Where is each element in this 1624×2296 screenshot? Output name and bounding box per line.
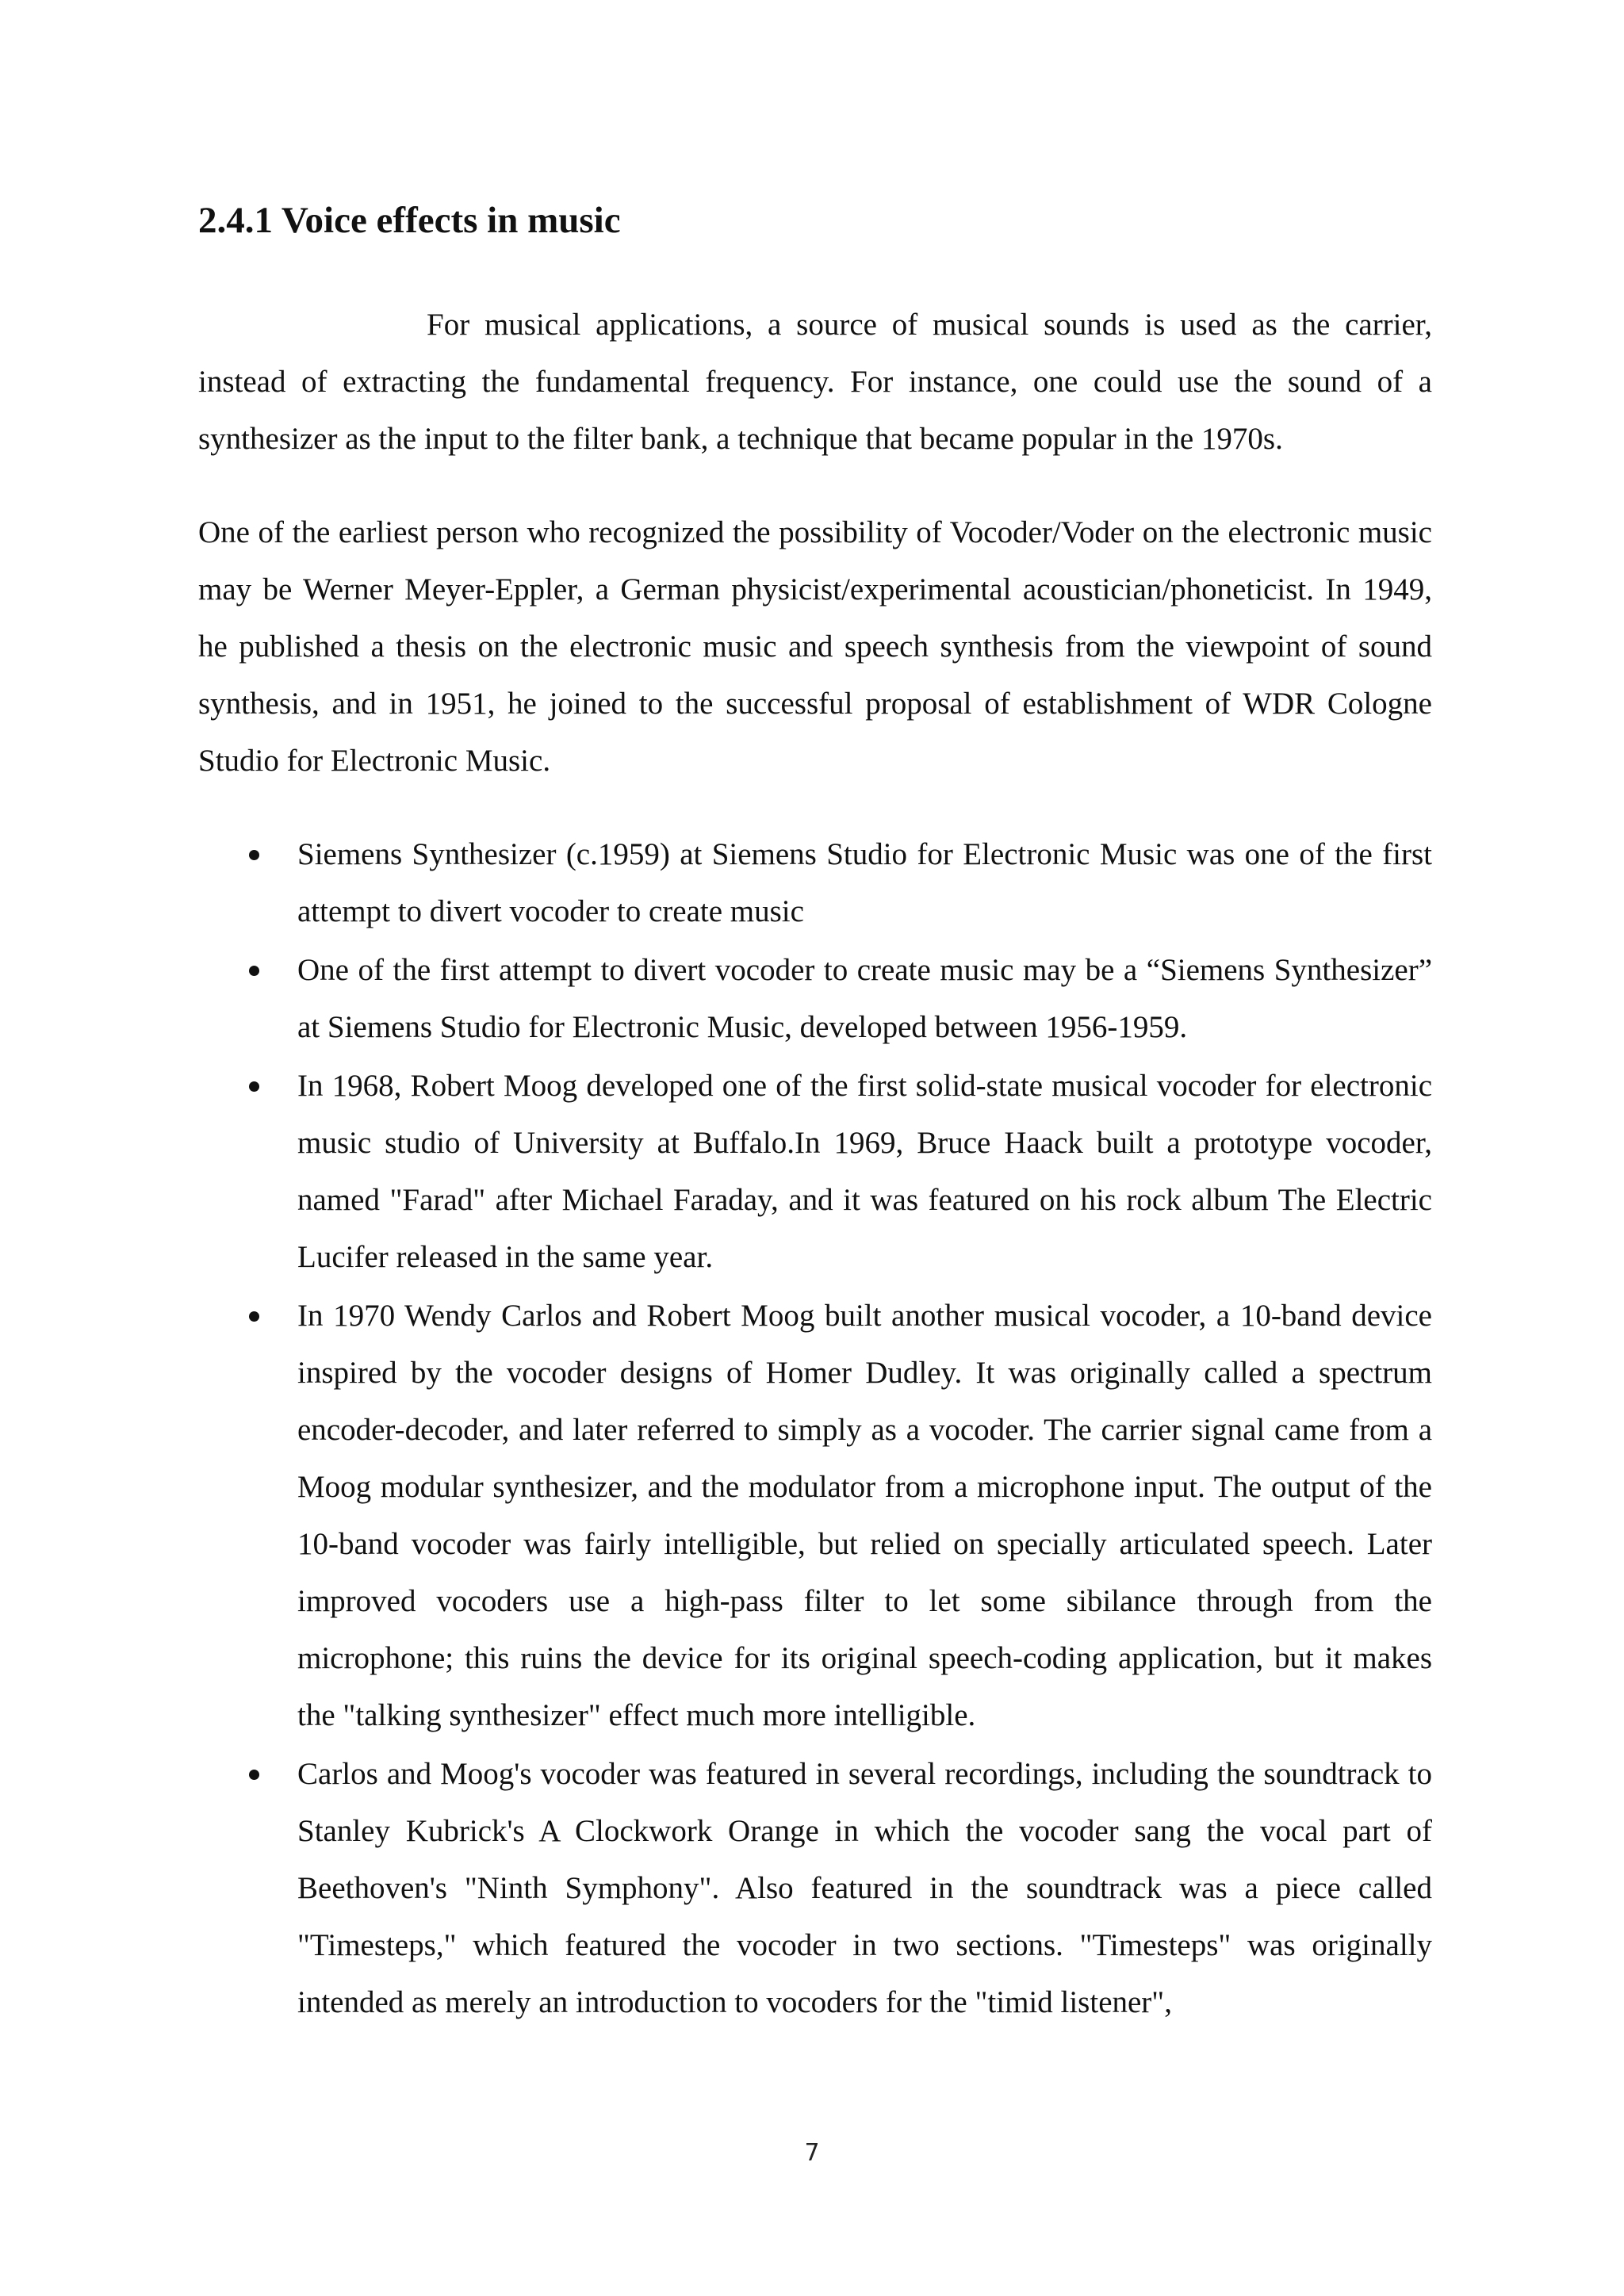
bullet-icon [249, 1081, 259, 1092]
bullet-list [198, 826, 1432, 2031]
bullet-icon [249, 1311, 259, 1322]
bullet-icon [249, 966, 259, 976]
list-item [198, 1746, 1432, 2031]
list-item-text: In 1970 Wendy Carlos and Robert Moog built another musical vocoder, a 10-band device inspired by the vocoder designs of Homer Dudley. It was originally called a spectrum encoder-decoder, and later referred to simply as a vocoder. The carrier signal came from a Moog modular synthesizer, and the modulator from a microphone input. The output of the 10-band vocoder was fairly intelligible, but relied on specially articulated speech. Later improved vocoders use a high-pass filter to let some sibilance through from the microphone; this ruins the device for its original speech-coding application, but it makes the "talking synthesizer" effect much more intelligible. [297, 1299, 1432, 1732]
page-number: 7 [804, 2139, 820, 2167]
list-item-text: In 1968, Robert Moog developed one of the first solid-state musical vocoder for electronic music studio of University at Buffalo.In 1969, Bruce Haack built a prototype vocoder, named "Farad" after Michael Faraday, and it was featured on his rock album The Electric Lucifer released in the same year. [297, 1069, 1432, 1274]
section-heading: 2.4.1 Voice effects in music [198, 200, 621, 241]
paragraph-intro: For musical applications, a source of musical sounds is used as the carrier, instead of extracting the fundamental frequency. For instance, one could use the sound of a synthesizer as the input to the filter bank, a technique that became popular in the 1970s. [198, 308, 1432, 456]
paragraph-meyer-eppler: One of the earliest person who recognized the possibility of Vocoder/Voder on the electronic music may be Werner Meyer-Eppler, a German physicist/experimental acoustician/phoneticist. In 1949, he published a thesis on the electronic music and speech synthesis from the viewpoint of sound synthesis, and in 1951, he joined to the successful proposal of establishment of WDR Cologne Studio for Electronic Music. [198, 515, 1432, 778]
page-content [198, 190, 1432, 2033]
list-item [198, 1288, 1432, 1744]
list-item-text: One of the first attempt to divert vocoder to create music may be a “Siemens Synthesizer” at Siemens Studio for Electronic Music, developed between 1956-1959. [297, 953, 1432, 1044]
list-item-text: Carlos and Moog's vocoder was featured in several recordings, including the soundtrack to Stanley Kubrick's A Clockwork Orange in which the vocoder sang the vocal part of Beethoven's "Ninth Symphony". Also featured in the soundtrack was a piece called "Timesteps," which featured the vocoder in two sections. "Timesteps" was originally intended as merely an introduction to vocoders for the "timid listener", [297, 1757, 1432, 2019]
bullet-icon [249, 1770, 259, 1780]
list-item-text: Siemens Synthesizer (c.1959) at Siemens Studio for Electronic Music was one of the first attempt to divert vocoder to create music [297, 837, 1432, 928]
bullet-icon [249, 850, 259, 860]
list-item [198, 826, 1432, 940]
list-item [198, 1058, 1432, 1286]
list-item [198, 942, 1432, 1056]
